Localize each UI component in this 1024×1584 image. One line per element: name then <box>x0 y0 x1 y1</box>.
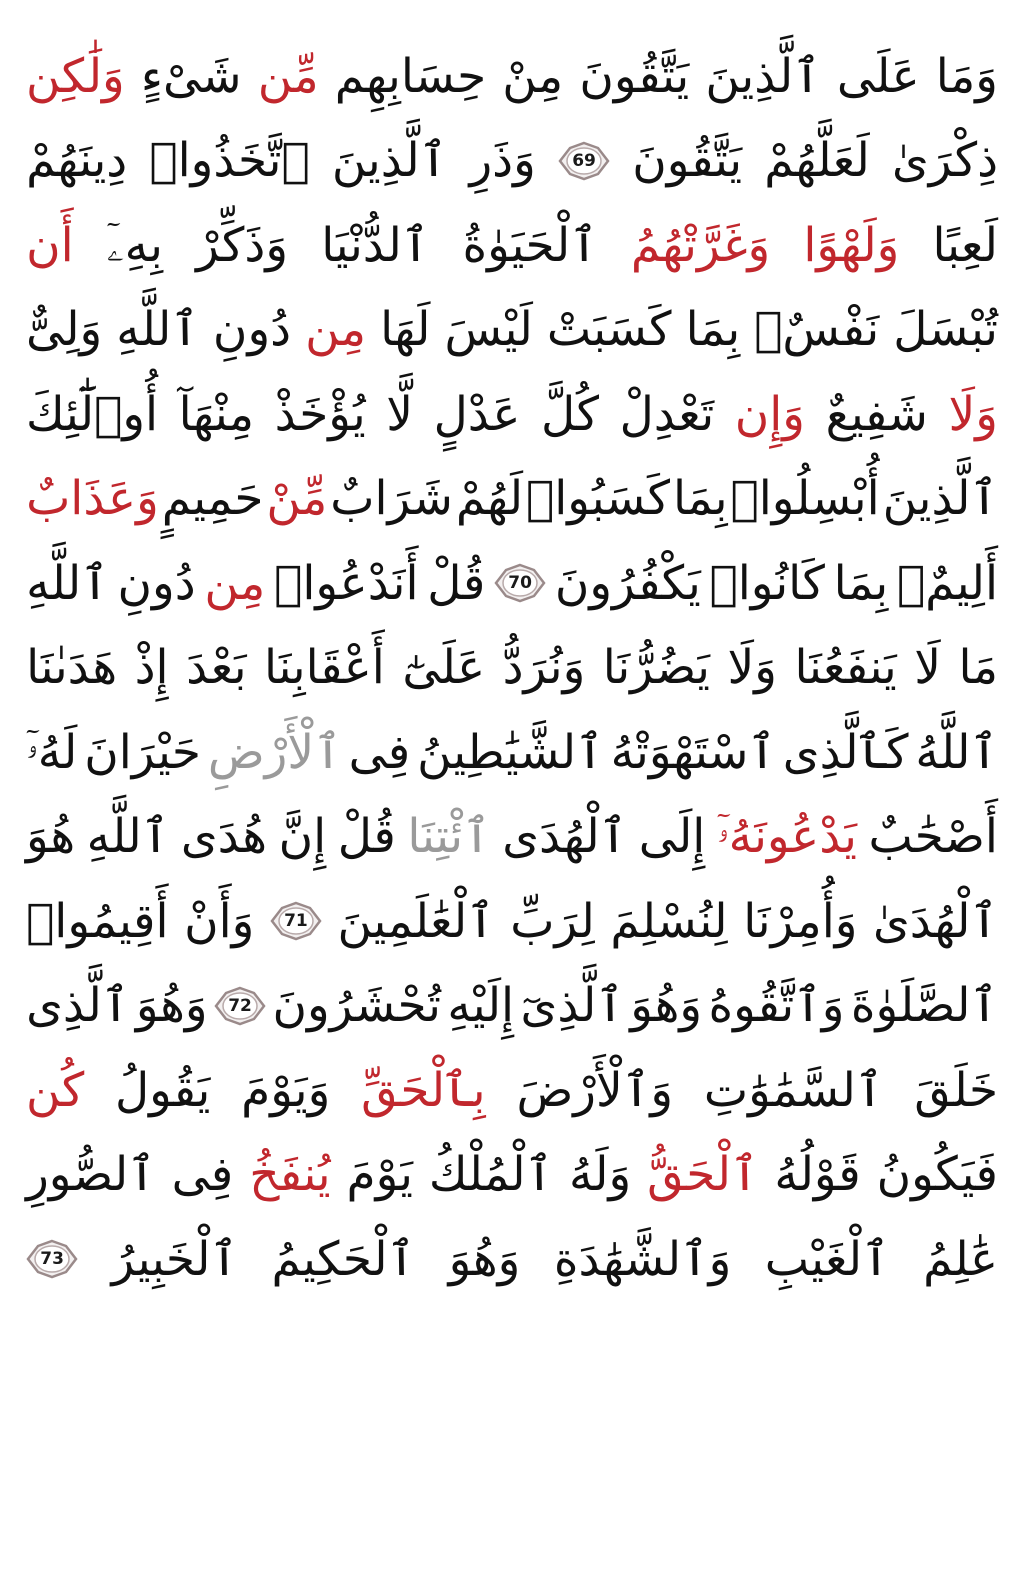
verse-word: هُوَ <box>26 809 76 865</box>
verse-word: أَنَدْعُوا۟ <box>274 555 419 611</box>
verse-word: عَلَىٰٓ <box>402 640 486 696</box>
verse-word: مِن <box>204 555 266 611</box>
verse-word: أَن <box>26 217 74 273</box>
verse-word: عَٰلِمُ <box>923 1231 998 1287</box>
verse-word: ٱلشَّيَٰطِينُ <box>417 724 604 780</box>
verse-word: ٱتَّخَذُوا۟ <box>149 133 310 189</box>
verse-word: وَلَا <box>948 386 998 442</box>
verse-word: لَعَلَّهُمْ <box>764 133 870 189</box>
text-line <box>26 1048 998 1133</box>
verse-word: لِنُسْلِمَ <box>610 893 728 949</box>
verse-word: إِلَيْهِ <box>447 978 515 1034</box>
verse-word: ٱلْخَبِيرُ <box>111 1231 239 1287</box>
verse-word: يَكْفُرُونَ <box>554 555 701 611</box>
text-line <box>26 1217 998 1302</box>
verse-number: 70 <box>508 573 532 594</box>
text-line <box>26 795 998 880</box>
verse-word: خَلَقَ <box>914 1062 998 1118</box>
verse-word: عَلَى <box>836 48 920 104</box>
verse-word: وَهُوَ <box>135 978 208 1034</box>
verse-word: بِهِۦٓ <box>106 217 163 273</box>
verse-word: ٱلْأَرْضِ <box>207 724 342 780</box>
verse-word: لَهَا <box>380 302 431 358</box>
verse-word: ٱللَّهُ <box>915 724 998 780</box>
verse-word: ٱلْحَقُّ <box>647 1147 759 1203</box>
verse-word: تُحْشَرُونَ <box>272 978 441 1034</box>
verse-word: يَتَّقُونَ <box>632 133 743 189</box>
verse-word: ٱلصَّلَوٰةَ <box>850 978 998 1034</box>
verse-word: مِن <box>305 302 367 358</box>
verse-word: ٱلدُّنْيَا <box>321 217 430 273</box>
text-block <box>26 34 998 1302</box>
verse-word: ٱلَّذِينَ <box>331 133 448 189</box>
verse-number-marker <box>558 141 610 181</box>
verse-word: أَلِيمٌۢ <box>896 555 998 611</box>
verse-word: دِينَهُمْ <box>26 133 128 189</box>
verse-word: وَلِىٌّ <box>26 302 103 358</box>
verse-word: أَعْقَابِنَا <box>264 640 385 696</box>
verse-word: ٱسْتَهْوَتْهُ <box>610 724 776 780</box>
verse-word: نَفْسٌۢ <box>754 302 880 358</box>
verse-word: فَيَكُونُ <box>876 1147 998 1203</box>
verse-word: ٱلْمُلْكُ <box>428 1147 554 1203</box>
verse-word: وَٱلشَّهَٰدَةِ <box>553 1231 732 1287</box>
verse-word: دُونِ <box>212 302 292 358</box>
verse-word: أُبْسِلُوا۟ <box>730 471 880 527</box>
verse-word: إِذْ <box>134 640 169 696</box>
verse-word: حِسَابِهِم <box>334 48 487 104</box>
verse-number-marker <box>494 563 546 603</box>
verse-word: مَا <box>958 640 998 696</box>
verse-word: ٱلْهُدَىٰ <box>873 893 998 949</box>
text-line <box>26 626 998 711</box>
verse-word: بِمَا <box>672 471 728 527</box>
verse-word: وَنُرَدُّ <box>502 640 586 696</box>
verse-number: 73 <box>40 1249 64 1270</box>
verse-word: يَضُرُّنَا <box>602 640 710 696</box>
verse-word: هُدَى <box>180 809 268 865</box>
text-line <box>26 879 998 964</box>
verse-word: ٱلصُّورِ <box>26 1147 156 1203</box>
verse-word: كَسَبُوا۟ <box>526 471 671 527</box>
verse-word: بَعْدَ <box>186 640 247 696</box>
text-line <box>26 34 998 119</box>
verse-word: لَيْسَ <box>444 302 533 358</box>
text-line <box>26 1133 998 1218</box>
verse-word: وَٱلْأَرْضَ <box>516 1062 674 1118</box>
verse-word: ٱلْحَكِيمُ <box>271 1231 416 1287</box>
verse-number: 69 <box>572 150 596 171</box>
verse-word: يُنفَخُ <box>249 1147 331 1203</box>
verse-word: وَإِن <box>734 386 805 442</box>
verse-word: مِّن <box>257 48 319 104</box>
text-line <box>26 372 998 457</box>
text-line <box>26 457 998 542</box>
verse-word: قَوْلُهُ <box>774 1147 861 1203</box>
verse-number: 72 <box>228 995 252 1016</box>
text-line <box>26 964 998 1049</box>
verse-word: وَيَوْمَ <box>241 1062 331 1118</box>
verse-word: لَهُۥٓ <box>26 724 78 780</box>
verse-word: مِّنْ <box>266 471 328 527</box>
text-line <box>26 288 998 373</box>
verse-word: تُبْسَلَ <box>893 302 998 358</box>
verse-word: وَلَهُ <box>568 1147 632 1203</box>
verse-word: لَّا <box>386 386 414 442</box>
verse-word: قُلْ <box>337 809 396 865</box>
verse-word: لَهُمْ <box>455 471 524 527</box>
verse-word: وَعَذَابٌ <box>26 471 159 527</box>
verse-word: شَرَابٌ <box>330 471 453 527</box>
verse-word: وَذَرِ <box>469 133 536 189</box>
verse-word: وَهُوَ <box>448 1231 521 1287</box>
verse-word: ٱلسَّمَٰوَٰتِ <box>703 1062 884 1118</box>
verse-word: لِرَبِّ <box>510 893 595 949</box>
verse-word: شَفِيعٌ <box>825 386 928 442</box>
verse-word: بِمَا <box>685 302 741 358</box>
verse-word: تَعْدِلْ <box>619 386 715 442</box>
verse-word: وَلَا <box>727 640 777 696</box>
verse-word: إِنَّ <box>278 809 327 865</box>
verse-word: بِمَا <box>833 555 889 611</box>
verse-word: ٱئْتِنَا <box>407 809 491 865</box>
text-line <box>26 119 998 204</box>
verse-word: وَذَكِّرْ <box>196 217 289 273</box>
verse-word: مِنْ <box>502 48 564 104</box>
verse-word: يَتَّقُونَ <box>579 48 690 104</box>
verse-number: 71 <box>284 911 308 932</box>
verse-word: بِٱلْحَقِّ <box>361 1062 486 1118</box>
verse-word: ذِكْرَىٰ <box>891 133 998 189</box>
text-line <box>26 710 998 795</box>
verse-word: وَغَرَّتْهُمُ <box>630 217 771 273</box>
verse-number-marker <box>270 901 322 941</box>
verse-word: ٱلَّذِينَ <box>882 471 998 527</box>
verse-word: لَا <box>914 640 941 696</box>
verse-word: لَعِبًا <box>932 217 998 273</box>
text-line <box>26 541 998 626</box>
verse-word: يَنفَعُنَا <box>794 640 897 696</box>
verse-word: ٱللَّهِ <box>26 555 109 611</box>
verse-word: ٱلَّذِىٓ <box>520 978 624 1034</box>
verse-word: وَأَنْ <box>184 893 255 949</box>
verse-word: وَلَهْوًا <box>803 217 900 273</box>
verse-word: أَقِيمُوا۟ <box>26 893 169 949</box>
verse-word: كَٱلَّذِى <box>782 724 909 780</box>
verse-word: عَدْلٍ <box>433 386 521 442</box>
verse-word: فِى <box>348 724 411 780</box>
verse-word: وَهُوَ <box>630 978 703 1034</box>
verse-word: أَصْحَٰبٌ <box>868 809 998 865</box>
verse-word: كَانُوا۟ <box>709 555 825 611</box>
verse-word: وَمَا <box>935 48 998 104</box>
verse-word: يُؤْخَذْ <box>274 386 366 442</box>
verse-number-marker <box>214 986 266 1026</box>
verse-word: كُلَّ <box>541 386 600 442</box>
verse-word: ٱلَّذِى <box>26 978 130 1034</box>
verse-word: ٱللَّهِ <box>116 302 199 358</box>
verse-word: شَىْءٍ <box>140 48 242 104</box>
verse-word: ٱلْعَٰلَمِينَ <box>337 893 495 949</box>
verse-word: يَقُولُ <box>115 1062 211 1118</box>
verse-word: ٱلَّذِينَ <box>705 48 821 104</box>
verse-word: وَٱتَّقُوهُ <box>708 978 845 1034</box>
verse-word: دُونِ <box>117 555 196 611</box>
verse-word: فِى <box>171 1147 234 1203</box>
verse-word: ٱللَّهِ <box>86 809 170 865</box>
verse-number-marker <box>26 1239 78 1279</box>
verse-word: يَوْمَ <box>346 1147 413 1203</box>
verse-word: كَسَبَتْ <box>546 302 672 358</box>
verse-word: حَمِيمٍ <box>161 471 264 527</box>
verse-word: مِنْهَآ <box>178 386 254 442</box>
verse-word: كُن <box>26 1062 85 1118</box>
verse-word: ٱلْهُدَى <box>502 809 628 865</box>
verse-word: وَلَٰكِن <box>26 48 125 104</box>
verse-word: قُلْ <box>427 555 486 611</box>
verse-word: ٱلْحَيَوٰةُ <box>462 217 598 273</box>
verse-word: وَأُمِرْنَا <box>743 893 858 949</box>
verse-word: حَيْرَانَ <box>84 724 201 780</box>
verse-word: أُو۟لَٰٓئِكَ <box>26 386 159 442</box>
text-line <box>26 203 998 288</box>
verse-word: إِلَى <box>638 809 706 865</box>
verse-word: هَدَىٰنَا <box>26 640 118 696</box>
verse-word: ٱلْغَيْبِ <box>764 1231 890 1287</box>
verse-word: يَدْعُونَهُۥٓ <box>716 809 857 865</box>
